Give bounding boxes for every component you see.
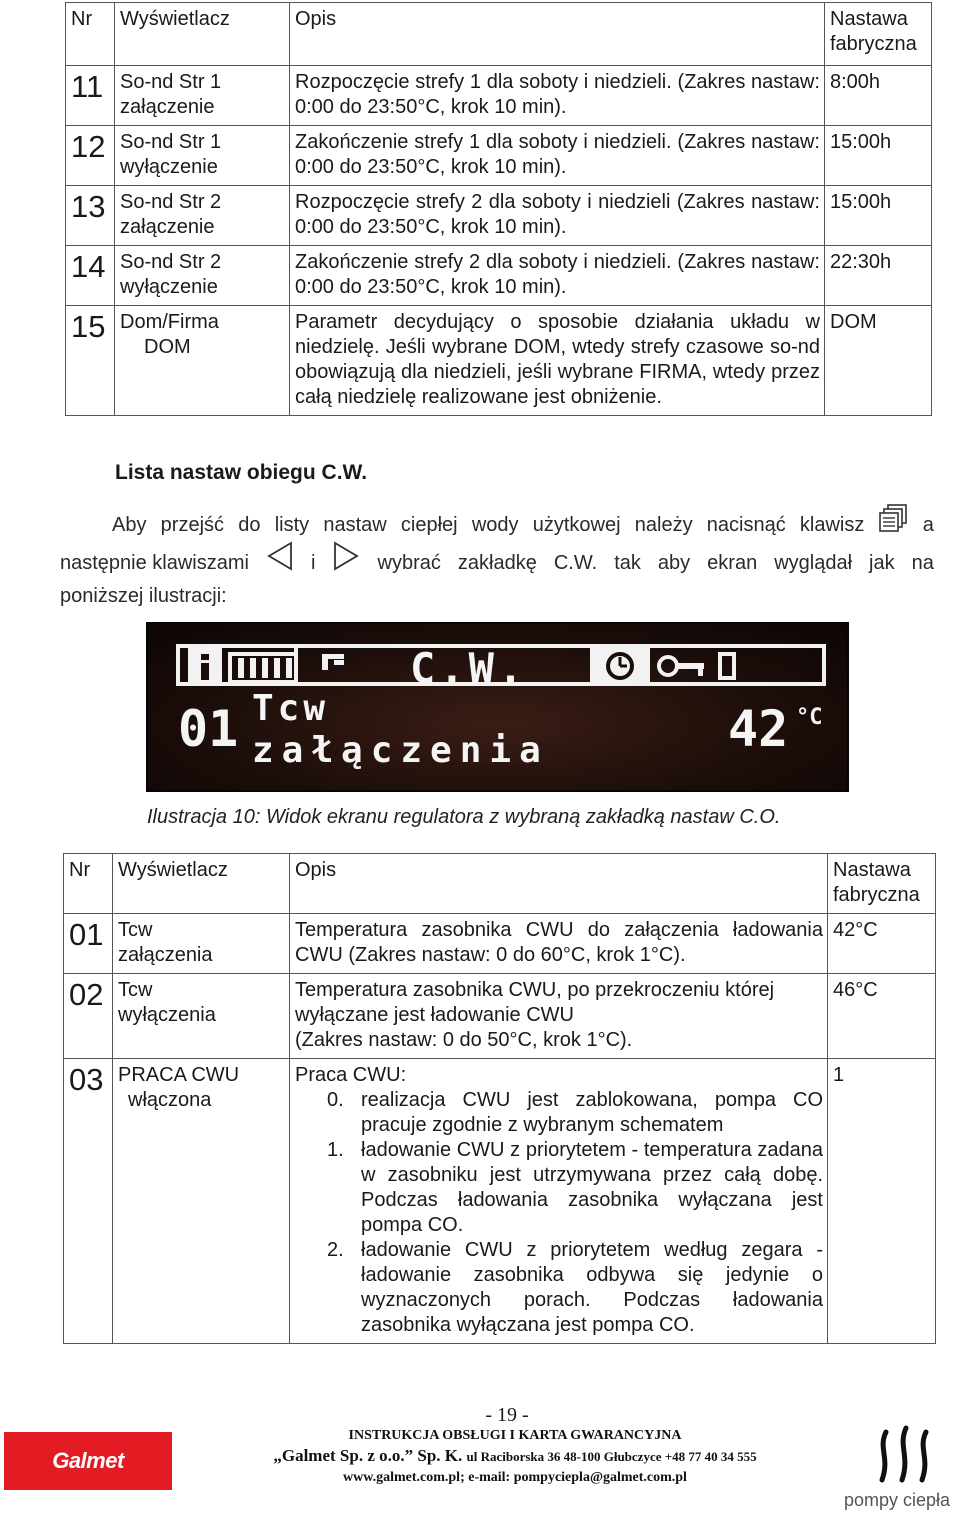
intro-word: do bbox=[238, 514, 261, 536]
mode-text: ładowanie CWU z priorytetem - temperatura zadana w zasobniku jest utrzymywana przez całą dobę. Podczas ładowania zasobnika wyłączana jest pompa CO. bbox=[361, 1139, 823, 1236]
row-factory: DOM bbox=[825, 306, 932, 416]
display-line: Tcw bbox=[118, 979, 153, 1001]
section-title: Lista nastaw obiegu C.W. bbox=[115, 461, 368, 484]
col-header-desc: Opis bbox=[290, 854, 828, 914]
display-line: So-nd Str 2 bbox=[120, 191, 222, 213]
intro-line-3: poniższej ilustracji: bbox=[60, 585, 227, 607]
display-line: PRACA CWU bbox=[118, 1064, 240, 1086]
row-factory: 22:30h bbox=[825, 246, 932, 306]
galmet-logo-text: Galmet bbox=[52, 1448, 124, 1473]
row-display bbox=[115, 66, 290, 126]
row-display bbox=[113, 1059, 290, 1344]
intro-word: klawisz bbox=[799, 514, 865, 536]
page-number: - 19 - bbox=[485, 1404, 529, 1426]
row-factory: 8:00h bbox=[825, 66, 932, 126]
lcd-param-unit: °C bbox=[796, 705, 823, 730]
intro-word: wybrać bbox=[377, 552, 441, 574]
table-header-row bbox=[66, 3, 932, 66]
mode-number: 0. bbox=[327, 1089, 344, 1111]
lcd-tab-icons-left bbox=[188, 648, 363, 686]
desc-line: Temperatura zasobnika CWU, po przekroczeniu której bbox=[295, 979, 775, 1001]
footer-address: ul Raciborska 36 48-100 Głubczyce +48 77 40 34 555 bbox=[466, 1449, 757, 1464]
list-item bbox=[327, 1088, 823, 1138]
col-header-factory: Nastawa fabryczna bbox=[828, 854, 936, 914]
display-line: wyłączenie bbox=[120, 276, 218, 298]
galmet-logo bbox=[4, 1432, 172, 1490]
intro-line-2 bbox=[60, 542, 934, 584]
display-line: DOM bbox=[144, 336, 191, 358]
table-row bbox=[66, 246, 932, 306]
table-row bbox=[64, 974, 936, 1059]
row-factory: 46°C bbox=[828, 974, 936, 1059]
desc-line: (Zakres nastaw: 0 do 50°C, krok 1°C). bbox=[295, 1029, 633, 1051]
lcd-param-number: 01 bbox=[178, 700, 239, 758]
intro-word: na bbox=[911, 552, 934, 574]
footer-contact: www.galmet.com.pl; e-mail: pompyciepla@galmet.com.pl bbox=[343, 1470, 687, 1485]
col-header-factory: Nastawa fabryczna bbox=[825, 3, 932, 66]
display-line: So-nd Str 2 bbox=[120, 251, 222, 273]
row-display bbox=[113, 914, 290, 974]
intro-word: a bbox=[922, 514, 934, 536]
row-nr: 15 bbox=[66, 306, 115, 416]
pompy-ciepla-logo-text: pompy ciepła bbox=[844, 1490, 951, 1510]
col-header-desc: Opis bbox=[290, 3, 825, 66]
row-nr: 03 bbox=[64, 1059, 113, 1344]
display-line: So-nd Str 1 bbox=[120, 131, 222, 153]
lcd-tab-icons-right bbox=[590, 646, 826, 686]
row-desc bbox=[290, 974, 828, 1059]
intro-word: zakładkę bbox=[457, 552, 537, 574]
mode-number: 1. bbox=[327, 1139, 344, 1161]
row-nr: 11 bbox=[66, 66, 115, 126]
row-desc: Temperatura zasobnika CWU do załączenia ładowania CWU (Zakres nastaw: 0 do 60°C, krok 1°C). bbox=[290, 914, 828, 974]
intro-word: wody bbox=[471, 514, 519, 536]
row-factory: 15:00h bbox=[825, 126, 932, 186]
figure-caption: Ilustracja 10: Widok ekranu regulatora z wybraną zakładką nastaw C.O. bbox=[147, 806, 781, 828]
table-row bbox=[66, 66, 932, 126]
lcd-param-name-line2: załączenia bbox=[252, 730, 549, 771]
intro-word: i bbox=[311, 552, 316, 574]
row-desc: Zakończenie strefy 2 dla soboty i niedzieli. (Zakres nastaw: 0:00 do 23:50°C, krok 10 min). bbox=[290, 246, 825, 306]
params-table-1 bbox=[65, 2, 932, 416]
mode-text: ładowanie CWU z priorytetem według zegara - ładowanie zasobnika odbywa się jedynie o wyznaczonych porach. Podczas ładowania zasobnika wyłączana jest pompa CO. bbox=[361, 1239, 823, 1336]
row-nr: 13 bbox=[66, 186, 115, 246]
row-display bbox=[115, 306, 290, 416]
left-arrow-key-icon bbox=[266, 541, 294, 585]
row-desc: Zakończenie strefy 1 dla soboty i niedzieli. (Zakres nastaw: 0:00 do 23:50°C, krok 10 min). bbox=[290, 126, 825, 186]
menu-key-icon bbox=[879, 503, 909, 547]
intro-word: nacisnąć bbox=[706, 514, 786, 536]
display-line: wyłączenia bbox=[118, 1004, 216, 1026]
display-line: Dom/Firma bbox=[120, 311, 219, 333]
mode-list bbox=[295, 1088, 823, 1338]
row-nr: 01 bbox=[64, 914, 113, 974]
display-line: załączenie bbox=[120, 96, 215, 118]
list-item bbox=[327, 1138, 823, 1238]
intro-word: C.W. bbox=[553, 552, 598, 574]
desc-title: Praca CWU: bbox=[295, 1064, 407, 1086]
lcd-screen-photo bbox=[146, 622, 849, 792]
row-factory: 42°C bbox=[828, 914, 936, 974]
row-factory: 1 bbox=[828, 1059, 936, 1344]
intro-word: tak bbox=[614, 552, 641, 574]
row-desc: Rozpoczęcie strefy 1 dla soboty i niedzieli. (Zakres nastaw: 0:00 do 23:50°C, krok 10 min). bbox=[290, 66, 825, 126]
row-nr: 14 bbox=[66, 246, 115, 306]
row-desc bbox=[290, 1059, 828, 1344]
row-nr: 02 bbox=[64, 974, 113, 1059]
table-header-row bbox=[64, 854, 936, 914]
table-row bbox=[66, 126, 932, 186]
intro-word: przejść bbox=[160, 514, 225, 536]
intro-word: należy bbox=[634, 514, 693, 536]
pompy-ciepla-logo bbox=[838, 1424, 960, 1514]
row-factory: 15:00h bbox=[825, 186, 932, 246]
mode-number: 2. bbox=[327, 1239, 344, 1261]
intro-line-1 bbox=[60, 508, 934, 542]
intro-word: listy bbox=[274, 514, 310, 536]
display-line: wyłączenie bbox=[120, 156, 218, 178]
footer-line-2 bbox=[170, 1446, 860, 1466]
mode-text: realizacja CWU jest zablokowana, pompa CO pracuje zgodnie z wybranym schematem bbox=[361, 1089, 823, 1136]
table-row bbox=[64, 914, 936, 974]
intro-word: ekran bbox=[707, 552, 758, 574]
intro-word: wyglądał bbox=[774, 552, 853, 574]
intro-word: jak bbox=[869, 552, 895, 574]
table-row bbox=[66, 186, 932, 246]
intro-word: użytkowej bbox=[532, 514, 621, 536]
flame-lines-icon bbox=[838, 1424, 960, 1488]
display-line: Tcw bbox=[118, 919, 153, 941]
display-line: włączona bbox=[128, 1089, 212, 1111]
intro-paragraph bbox=[60, 508, 934, 608]
col-header-nr: Nr bbox=[66, 3, 115, 66]
list-item bbox=[327, 1238, 823, 1338]
intro-word: aby bbox=[657, 552, 691, 574]
col-header-display: Wyświetlacz bbox=[115, 3, 290, 66]
display-line: So-nd Str 1 bbox=[120, 71, 222, 93]
row-display bbox=[115, 126, 290, 186]
footer-company: „Galmet Sp. z o.o.” Sp. K. bbox=[273, 1446, 463, 1465]
row-display bbox=[113, 974, 290, 1059]
intro-text: następnie klawiszami bbox=[60, 552, 249, 574]
lcd-param-value: 42 bbox=[728, 700, 789, 758]
footer-line-1: INSTRUKCJA OBSŁUGI I KARTA GWARANCYJNA bbox=[348, 1428, 682, 1443]
row-display bbox=[115, 186, 290, 246]
table-row bbox=[66, 306, 932, 416]
col-header-display: Wyświetlacz bbox=[113, 854, 290, 914]
lcd-param-name-line1: Tcw bbox=[252, 688, 330, 729]
intro-word: nastaw bbox=[323, 514, 387, 536]
col-header-nr: Nr bbox=[64, 854, 113, 914]
display-line: załączenie bbox=[120, 216, 215, 238]
table-row bbox=[64, 1059, 936, 1344]
row-display bbox=[115, 246, 290, 306]
row-desc: Rozpoczęcie strefy 2 dla soboty i niedzieli (Zakres nastaw: 0:00 do 23:50°C, krok 10 min). bbox=[290, 186, 825, 246]
right-arrow-key-icon bbox=[332, 541, 360, 585]
intro-word: Aby bbox=[112, 514, 147, 536]
desc-line: wyłączane jest ładowanie CWU bbox=[295, 1004, 575, 1026]
display-line: załączenia bbox=[118, 944, 213, 966]
params-table-2 bbox=[63, 853, 936, 1344]
row-nr: 12 bbox=[66, 126, 115, 186]
intro-word: ciepłej bbox=[400, 514, 458, 536]
lcd-tab-label: C.W. bbox=[410, 644, 528, 693]
row-desc: Parametr decydujący o sposobie działania układu w niedzielę. Jeśli wybrane DOM, wtedy strefy czasowe so-nd obowiązują dla niedzieli, jeśli wybrane FIRMA, wtedy przez całą niedzielę realizowane jest obniżenie. bbox=[290, 306, 825, 416]
